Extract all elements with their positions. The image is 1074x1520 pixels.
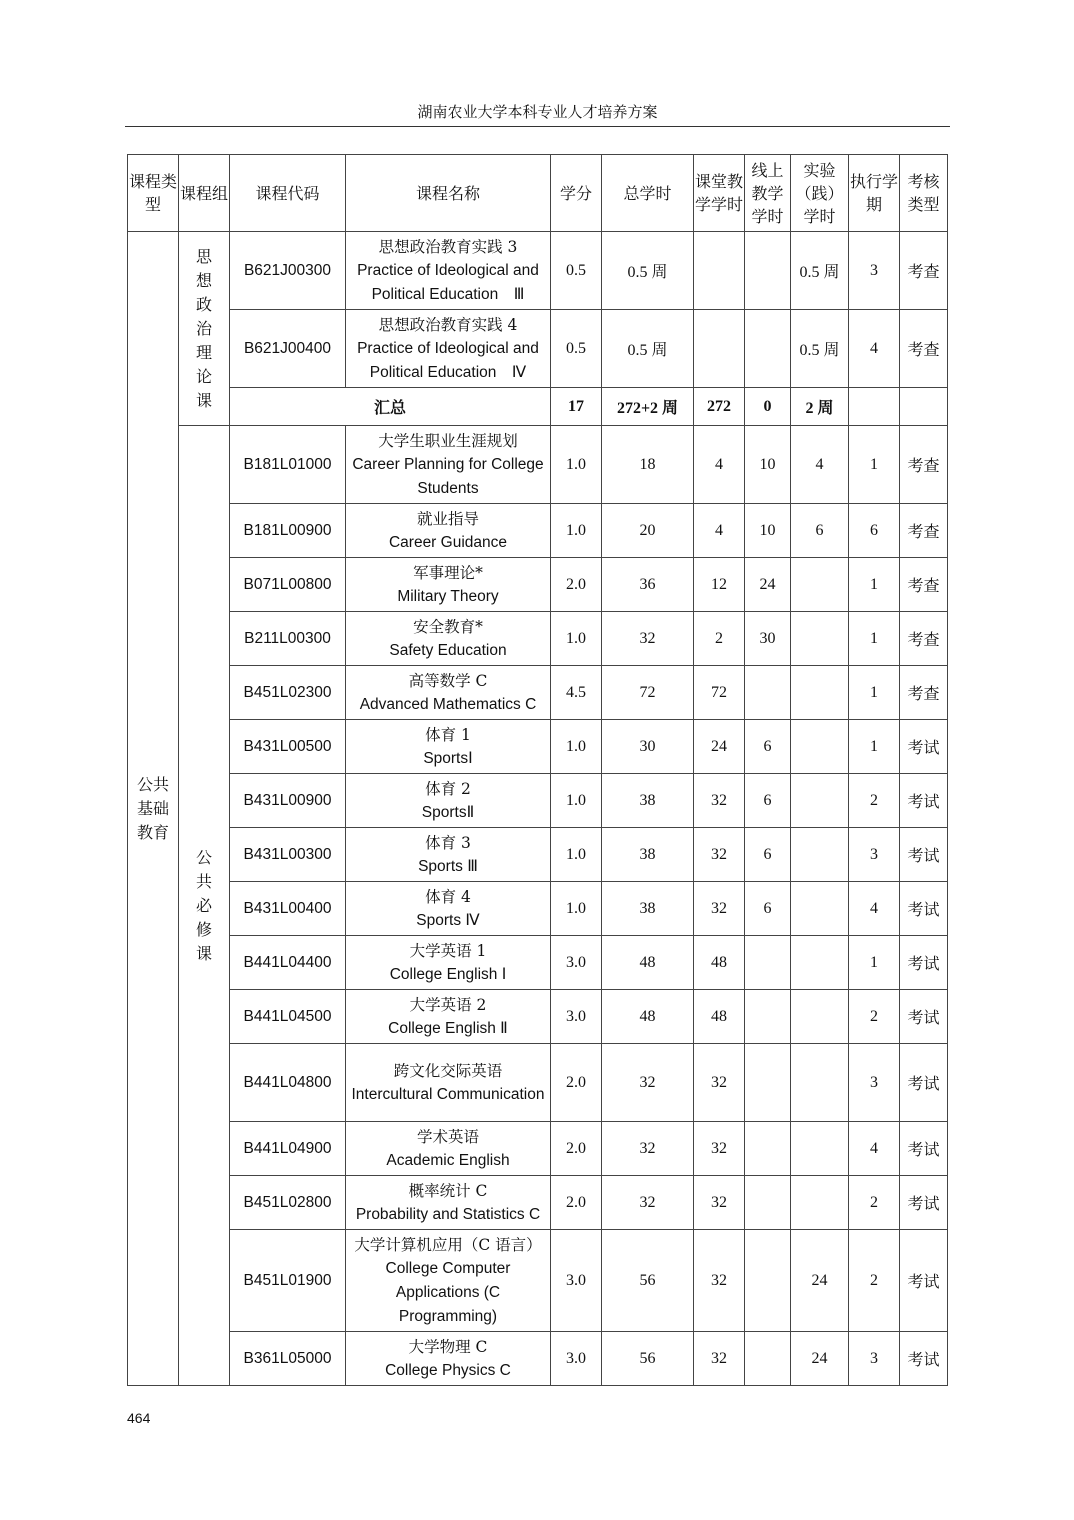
course-lab-hours: [791, 882, 849, 936]
course-lab-hours: 24: [791, 1230, 849, 1332]
course-name: [346, 720, 551, 774]
course-name-en: Advanced Mathematics C: [359, 695, 537, 713]
course-credit: 3.0: [551, 1332, 602, 1386]
course-name-en: Practice of Ideological and Political Education Ⅲ: [357, 261, 539, 303]
course-semester: 2: [849, 990, 900, 1044]
course-name-en: SportsⅠ: [423, 749, 473, 767]
course-code: B621J00300: [230, 232, 346, 310]
course-semester: 1: [849, 666, 900, 720]
header-row: [128, 155, 948, 232]
course-exam-type: 考查: [900, 310, 948, 388]
course-classroom-hours: 32: [694, 774, 745, 828]
course-exam-type: 考试: [900, 774, 948, 828]
course-name-en: College Computer Applications (C Programming): [385, 1259, 511, 1325]
course-exam-type: 考试: [900, 1230, 948, 1332]
course-name: [346, 828, 551, 882]
course-classroom-hours: 48: [694, 990, 745, 1044]
course-code: B451L01900: [230, 1230, 346, 1332]
course-exam-type: 考试: [900, 828, 948, 882]
course-name-en: Probability and Statistics C: [355, 1205, 541, 1223]
course-total-hours: 38: [602, 774, 694, 828]
course-total-hours: 30: [602, 720, 694, 774]
col-header-semester: 执行学期: [849, 155, 900, 232]
course-lab-hours: [791, 1176, 849, 1230]
course-online-hours: [745, 232, 791, 310]
course-name-en: College English Ⅰ: [389, 965, 507, 983]
course-lab-hours: 0.5 周: [791, 310, 849, 388]
summary-credit: 17: [551, 388, 602, 426]
course-total-hours: 36: [602, 558, 694, 612]
course-code: B451L02300: [230, 666, 346, 720]
course-name-zh: 体育 2: [425, 779, 471, 798]
course-online-hours: 10: [745, 426, 791, 504]
course-total-hours: 32: [602, 1176, 694, 1230]
course-name: [346, 990, 551, 1044]
course-name: [346, 1332, 551, 1386]
course-semester: 1: [849, 720, 900, 774]
course-semester: 3: [849, 828, 900, 882]
table-body: [128, 232, 948, 1386]
course-name-zh: 大学英语 2: [409, 995, 487, 1014]
course-type-cell: [128, 232, 179, 1386]
course-classroom-hours: 12: [694, 558, 745, 612]
course-classroom-hours: 32: [694, 1122, 745, 1176]
course-row: [128, 558, 948, 612]
course-total-hours: 38: [602, 882, 694, 936]
course-name-en: Safety Education: [389, 641, 507, 659]
course-total-hours: 48: [602, 990, 694, 1044]
course-classroom-hours: [694, 232, 745, 310]
course-row: [128, 666, 948, 720]
course-credit: 2.0: [551, 558, 602, 612]
course-online-hours: [745, 1332, 791, 1386]
col-header-code: 课程代码: [230, 155, 346, 232]
col-header-group: 课程组: [179, 155, 230, 232]
course-credit: 1.0: [551, 828, 602, 882]
course-online-hours: [745, 1176, 791, 1230]
course-lab-hours: [791, 720, 849, 774]
course-credit: 1.0: [551, 720, 602, 774]
course-name: [346, 882, 551, 936]
course-name: [346, 936, 551, 990]
course-group-cell: [179, 232, 230, 426]
course-row: [128, 990, 948, 1044]
course-credit: 1.0: [551, 774, 602, 828]
course-name: [346, 1230, 551, 1332]
course-group-label: 思想政治理论课: [195, 246, 212, 410]
course-total-hours: 56: [602, 1230, 694, 1332]
course-code: B441L04800: [230, 1044, 346, 1122]
course-name: [346, 232, 551, 310]
course-credit: 0.5: [551, 232, 602, 310]
course-online-hours: 30: [745, 612, 791, 666]
col-header-exam-type: 考核类型: [900, 155, 948, 232]
course-name-zh: 学术英语: [416, 1127, 479, 1146]
course-name: [346, 310, 551, 388]
course-code: B211L00300: [230, 612, 346, 666]
curriculum-table: [127, 154, 948, 1386]
course-classroom-hours: 32: [694, 1230, 745, 1332]
course-classroom-hours: 32: [694, 1332, 745, 1386]
course-row: [128, 882, 948, 936]
course-credit: 1.0: [551, 426, 602, 504]
course-exam-type: 考查: [900, 666, 948, 720]
course-name-zh: 就业指导: [416, 509, 479, 528]
course-name: [346, 504, 551, 558]
course-credit: 2.0: [551, 1176, 602, 1230]
col-header-lab-hours: 实验（践）学时: [791, 155, 849, 232]
course-online-hours: 10: [745, 504, 791, 558]
course-semester: 1: [849, 558, 900, 612]
course-name-zh: 高等数学 C: [408, 671, 488, 690]
course-name-zh: 大学英语 1: [409, 941, 487, 960]
course-total-hours: 0.5 周: [602, 310, 694, 388]
course-online-hours: 6: [745, 774, 791, 828]
summary-semester: [849, 388, 900, 426]
course-row: [128, 1332, 948, 1386]
course-semester: 4: [849, 882, 900, 936]
course-online-hours: 6: [745, 882, 791, 936]
course-total-hours: 32: [602, 1044, 694, 1122]
course-online-hours: [745, 1044, 791, 1122]
col-header-name: 课程名称: [346, 155, 551, 232]
course-exam-type: 考试: [900, 1122, 948, 1176]
course-online-hours: [745, 666, 791, 720]
course-row: [128, 310, 948, 388]
course-exam-type: 考试: [900, 936, 948, 990]
course-classroom-hours: 32: [694, 828, 745, 882]
course-credit: 1.0: [551, 612, 602, 666]
course-name: [346, 612, 551, 666]
course-code: B441L04900: [230, 1122, 346, 1176]
course-name-en: Intercultural Communication: [351, 1085, 545, 1103]
course-lab-hours: 6: [791, 504, 849, 558]
course-lab-hours: 4: [791, 426, 849, 504]
course-online-hours: 6: [745, 828, 791, 882]
course-credit: 1.0: [551, 504, 602, 558]
course-total-hours: 56: [602, 1332, 694, 1386]
course-exam-type: 考试: [900, 990, 948, 1044]
course-exam-type: 考试: [900, 1176, 948, 1230]
page-header: 湖南农业大学本科专业人才培养方案: [125, 100, 950, 127]
course-online-hours: 6: [745, 720, 791, 774]
course-exam-type: 考查: [900, 426, 948, 504]
course-name-en: SportsⅡ: [421, 803, 475, 821]
course-lab-hours: [791, 612, 849, 666]
course-total-hours: 38: [602, 828, 694, 882]
course-name: [346, 666, 551, 720]
course-name: [346, 1122, 551, 1176]
course-total-hours: 32: [602, 612, 694, 666]
course-semester: 6: [849, 504, 900, 558]
course-row: [128, 774, 948, 828]
course-lab-hours: [791, 666, 849, 720]
course-classroom-hours: 32: [694, 882, 745, 936]
course-semester: 3: [849, 232, 900, 310]
course-credit: 2.0: [551, 1044, 602, 1122]
course-name: [346, 426, 551, 504]
course-exam-type: 考查: [900, 504, 948, 558]
col-header-online-hours: 线上教学学时: [745, 155, 791, 232]
summary-online-hours: 0: [745, 388, 791, 426]
course-exam-type: 考查: [900, 558, 948, 612]
course-lab-hours: [791, 828, 849, 882]
summary-row: [128, 388, 948, 426]
course-semester: 1: [849, 612, 900, 666]
course-name-zh: 体育 1: [425, 725, 471, 744]
course-name-en: Career Guidance: [388, 533, 508, 551]
course-credit: 3.0: [551, 1230, 602, 1332]
course-code: B431L00400: [230, 882, 346, 936]
course-semester: 3: [849, 1044, 900, 1122]
course-name: [346, 774, 551, 828]
course-online-hours: [745, 936, 791, 990]
course-name-zh: 大学物理 C: [408, 1337, 488, 1356]
col-header-credit: 学分: [551, 155, 602, 232]
course-row: [128, 1230, 948, 1332]
col-header-total-hours: 总学时: [602, 155, 694, 232]
course-name-en: Practice of Ideological and Political Education Ⅳ: [357, 339, 539, 381]
course-semester: 4: [849, 1122, 900, 1176]
course-lab-hours: 0.5 周: [791, 232, 849, 310]
course-credit: 1.0: [551, 882, 602, 936]
course-lab-hours: [791, 1044, 849, 1122]
course-credit: 4.5: [551, 666, 602, 720]
course-online-hours: [745, 1122, 791, 1176]
page-number: 464: [127, 1410, 151, 1426]
course-lab-hours: [791, 1122, 849, 1176]
course-name-zh: 概率统计 C: [408, 1181, 488, 1200]
course-lab-hours: [791, 558, 849, 612]
course-total-hours: 48: [602, 936, 694, 990]
course-exam-type: 考查: [900, 612, 948, 666]
course-semester: 2: [849, 774, 900, 828]
course-name-zh: 大学计算机应用（C 语言）: [354, 1235, 542, 1254]
course-total-hours: 20: [602, 504, 694, 558]
course-row: [128, 612, 948, 666]
course-name-en: Academic English: [386, 1151, 510, 1169]
course-total-hours: 72: [602, 666, 694, 720]
course-row: [128, 1176, 948, 1230]
course-name-en: College Physics C: [385, 1361, 511, 1379]
course-semester: 2: [849, 1230, 900, 1332]
course-total-hours: 0.5 周: [602, 232, 694, 310]
course-exam-type: 考试: [900, 882, 948, 936]
course-row: [128, 504, 948, 558]
course-name-zh: 体育 4: [425, 887, 471, 906]
course-semester: 3: [849, 1332, 900, 1386]
course-exam-type: 考试: [900, 1332, 948, 1386]
course-type-label: 公共基础教育: [136, 774, 169, 842]
course-row: [128, 1044, 948, 1122]
course-credit: 3.0: [551, 936, 602, 990]
course-online-hours: 24: [745, 558, 791, 612]
course-code: B181L00900: [230, 504, 346, 558]
course-row: [128, 1122, 948, 1176]
course-online-hours: [745, 1230, 791, 1332]
course-name-zh: 体育 3: [425, 833, 471, 852]
course-name-en: Career Planning for College Students: [352, 455, 544, 497]
course-code: B431L00900: [230, 774, 346, 828]
col-header-classroom-hours: 课堂教学学时: [694, 155, 745, 232]
course-classroom-hours: 4: [694, 426, 745, 504]
course-semester: 2: [849, 1176, 900, 1230]
col-header-type: 课程类型: [128, 155, 179, 232]
course-code: B431L00500: [230, 720, 346, 774]
course-code: B181L01000: [230, 426, 346, 504]
course-credit: 2.0: [551, 1122, 602, 1176]
course-name-en: Military Theory: [397, 587, 499, 605]
course-semester: 1: [849, 936, 900, 990]
course-name-zh: 军事理论*: [413, 563, 483, 582]
course-classroom-hours: 32: [694, 1176, 745, 1230]
course-name-zh: 跨文化交际英语: [393, 1061, 503, 1080]
course-row: [128, 426, 948, 504]
course-name-en: Sports Ⅳ: [416, 911, 480, 929]
course-row: [128, 232, 948, 310]
course-code: B441L04500: [230, 990, 346, 1044]
course-online-hours: [745, 310, 791, 388]
course-group-cell: [179, 426, 230, 1386]
course-name-zh: 安全教育*: [413, 617, 483, 636]
course-name-zh: 思想政治教育实践 3: [378, 237, 518, 256]
course-lab-hours: 24: [791, 1332, 849, 1386]
course-name: [346, 1176, 551, 1230]
course-classroom-hours: 2: [694, 612, 745, 666]
course-row: [128, 936, 948, 990]
course-code: B361L05000: [230, 1332, 346, 1386]
course-code: B451L02800: [230, 1176, 346, 1230]
course-classroom-hours: 32: [694, 1044, 745, 1122]
course-credit: 0.5: [551, 310, 602, 388]
course-classroom-hours: 48: [694, 936, 745, 990]
course-name-zh: 思想政治教育实践 4: [378, 315, 518, 334]
course-group-label: 公共必修课: [195, 847, 212, 963]
course-classroom-hours: 24: [694, 720, 745, 774]
course-semester: 1: [849, 426, 900, 504]
course-lab-hours: [791, 774, 849, 828]
course-name: [346, 558, 551, 612]
course-classroom-hours: 72: [694, 666, 745, 720]
course-code: B071L00800: [230, 558, 346, 612]
course-credit: 3.0: [551, 990, 602, 1044]
course-exam-type: 考试: [900, 1044, 948, 1122]
course-row: [128, 828, 948, 882]
course-exam-type: 考试: [900, 720, 948, 774]
course-total-hours: 32: [602, 1122, 694, 1176]
course-name-zh: 大学生职业生涯规划: [378, 431, 518, 450]
summary-lab-hours: 2 周: [791, 388, 849, 426]
course-code: B621J00400: [230, 310, 346, 388]
summary-total-hours: 272+2 周: [602, 388, 694, 426]
summary-exam-type: [900, 388, 948, 426]
course-classroom-hours: 4: [694, 504, 745, 558]
course-total-hours: 18: [602, 426, 694, 504]
course-name: [346, 1044, 551, 1122]
course-classroom-hours: [694, 310, 745, 388]
course-row: [128, 720, 948, 774]
course-lab-hours: [791, 990, 849, 1044]
course-name-en: College English Ⅱ: [388, 1019, 508, 1037]
course-code: B431L00300: [230, 828, 346, 882]
summary-label: 汇总: [230, 388, 551, 426]
summary-classroom-hours: 272: [694, 388, 745, 426]
course-semester: 4: [849, 310, 900, 388]
course-lab-hours: [791, 936, 849, 990]
course-name-en: Sports Ⅲ: [418, 857, 478, 875]
course-online-hours: [745, 990, 791, 1044]
course-exam-type: 考查: [900, 232, 948, 310]
course-code: B441L04400: [230, 936, 346, 990]
